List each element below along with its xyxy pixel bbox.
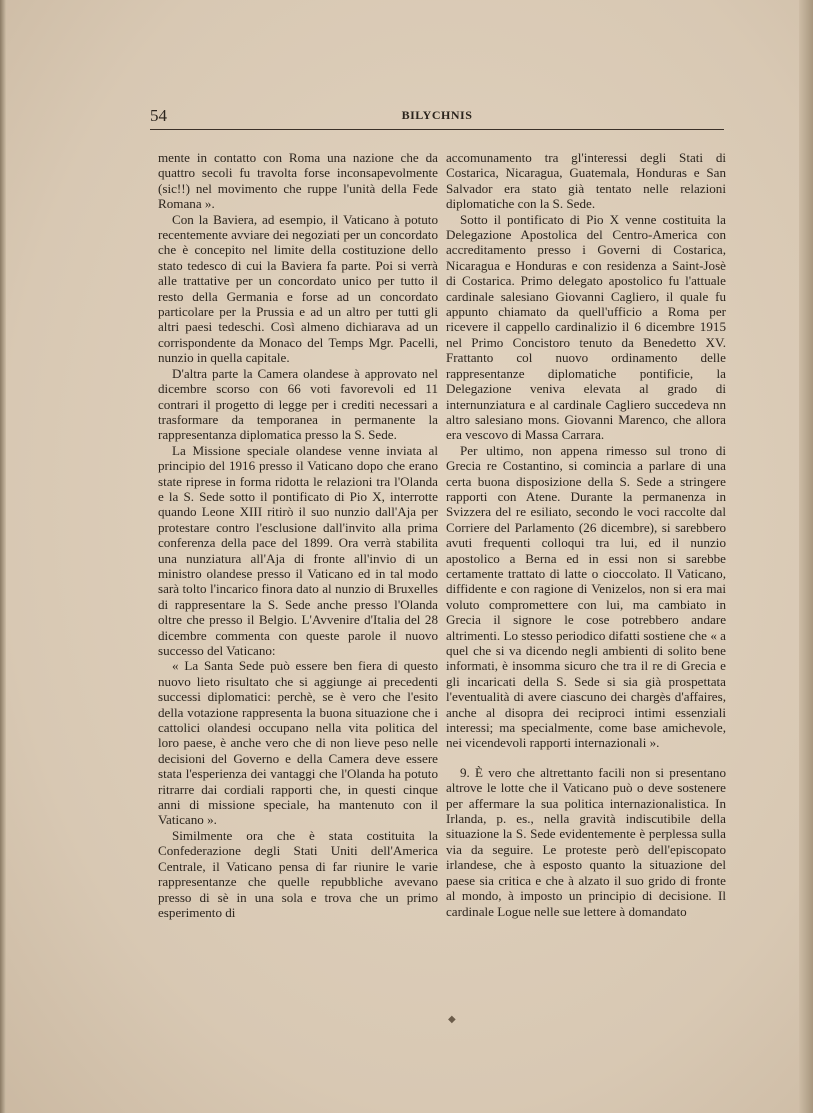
paragraph: accomunamento tra gl'interessi degli Stati di Costarica, Nicaragua, Guatemala, Honduras e San Salvador era stato già tentato nelle relazioni diplomatiche con la S. Sede. bbox=[446, 150, 726, 212]
running-title: BILYCHNIS bbox=[401, 108, 473, 122]
paragraph: D'altra parte la Camera olandese à approvato nel dicembre scorso con 66 voti favorevoli ed 11 contrari il progetto di legge per i crediti necessari a trasformare da temporanea in permanente la rappresentanza diplomatica presso la S. Sede. bbox=[158, 365, 438, 443]
quotation-paragraph: « La Santa Sede può essere ben fiera di questo nuovo lieto risultato che si aggiunge ai precedenti successi diplomatici: perchè, se è vero che l'esito della votazione rappresenta la buona situazione che i cattolici olandesi occupano nella vita politica del loro paese, è anche vero che di non lieve peso nelle decisioni del Governo e della Camera deve essere stata l'esperienza dei vantaggi che l'Olanda ha potuto ritrarre dai cordiali rapporti che, in questi cinque anni di missione speciale, ha mantenuto con il Vaticano ». bbox=[158, 658, 438, 828]
paragraph: Similmente ora che è stata costituita la Confederazione degli Stati Uniti dell'America Centrale, il Vaticano pensa di far riunire le varie rappresentanze che quelle repubbliche avevano presso di sè in una sola e trova che un primo esperimento di bbox=[158, 827, 438, 920]
paragraph: La Missione speciale olandese venne inviata al principio del 1916 presso il Vaticano dopo che erano state riprese in forma ridotta le relazioni tra l'Olanda e la S. Sede sotto il pontificato di Pio X, interrotte quando Leone XIII ritirò il suo nunzio dall'Aja per protestare contro l'esclusione dall'invito alla prima conferenza della pace del 1899. Ora verrà stabilita una nunziatura all'Aja di fronte all'invio di un ministro olandese presso il Vaticano ed in tal modo sarà tolto l'incarico finora dato al nunzio di Bruxelles di rappresentare la S. Sede anche presso l'Olanda oltre che presso il Belgio. L'Avvenire d'Italia del 28 dicembre commenta con queste parole il nuovo successo del Vaticano: bbox=[158, 442, 438, 658]
binding-edge bbox=[0, 0, 6, 1113]
page-header bbox=[150, 104, 724, 128]
numbered-section-paragraph: 9. È vero che altrettanto facili non si presentano altrove le lotte che il Vaticano può o deve sostenere per affermare la sua politica internazionalistica. In Irlanda, p. es., nella gravità indiscutibile della situazione la S. Sede evidentemente è perplessa sulla via da seguire. Le proteste però dell'episcopato irlandese, che à esposto quanto la situazione del paese sia critica e che à alzato il suo grido di fronte al mondo, à imposto un principio di decisione. Il cardinale Logue nelle sue lettere à domandato bbox=[446, 764, 726, 919]
right-column bbox=[446, 150, 726, 919]
page-edge bbox=[799, 0, 813, 1113]
paragraph: Per ultimo, non appena rimesso sul trono di Grecia re Costantino, si comincia a parlare di una certa buona disposizione della S. Sede a stringere rapporti con Atene. Durante la permanenza in Svizzera del re esiliato, secondo le voci raccolte dal Corriere del Parlamento (26 dicembre), si sarebbero avuti frequenti colloqui tra lui, ed il nunzio apostolico a Berna ed in essi non si sarebbe certamente trattato di latte o cioccolato. Il Vaticano, diffidente e con ragione di Venizelos, non si era mai voluto compromettere con lui, ma cambiato in Grecia il signore le cose potrebbero andare altrimenti. Lo stesso periodico difatti sostiene che « a quel che si va dicendo negli ambienti di solito bene informati, è insomma sicuro che tra il re di Grecia e gli incaricati della S. Sede si sia già prospettata l'eventualità di avere ciascuno dei chargès d'affaires, anche al disopra dei reciproci intimi essenziali interessi; ma specialmente, come base amichevole, nei vicendevoli rapporti internazionali ». bbox=[446, 442, 726, 751]
paragraph: Con la Baviera, ad esempio, il Vaticano à potuto recentemente avviare dei negoziati per un concordato che è concepito nel limite della costituzione dello stato tedesco di cui la Baviera fa parte. Poi si verrà alle trattative per un concordato unico per tutto il resto della Germania e forse ad un concordato particolare per la Prussia e ad un altro per tutti gli altri paesi tedeschi. Così almeno dichiarava ad un corrispondente da Monaco del Temps Mgr. Pacelli, nunzio in quella capitale. bbox=[158, 211, 438, 366]
paper-speck: ◆ bbox=[448, 1014, 456, 1025]
paragraph: mente in contatto con Roma una nazione che da quattro secoli fu travolta forse inconsapevolmente (sic!!) nel movimento che ruppe l'unità della Fede Romana ». bbox=[158, 150, 438, 212]
paragraph: Sotto il pontificato di Pio X venne costituita la Delegazione Apostolica del Centro-America con accreditamento presso i Governi di Costarica, Nicaragua e Honduras e con residenza a Saint-Josè di Costarica. Primo delegato apostolico fu l'attuale cardinale salesiano Giovanni Cagliero, il quale fu appunto chiamato da quell'ufficio a Roma per ricevere il cappello cardinalizio il 6 dicembre 1915 nel Primo Concistoro tenuto da Benedetto XV. Frattanto col nuovo ordinamento delle rappresentanze diplomatiche pontificie, la Delegazione veniva elevata al grado di internunziatura e al cardinale Cagliero succedeva nn altro salesiano mons. Giovanni Marenco, che allora era vescovo di Massa Carrara. bbox=[446, 211, 726, 443]
page-number: 54 bbox=[150, 106, 167, 125]
header-rule bbox=[150, 129, 724, 130]
left-column bbox=[158, 150, 438, 920]
